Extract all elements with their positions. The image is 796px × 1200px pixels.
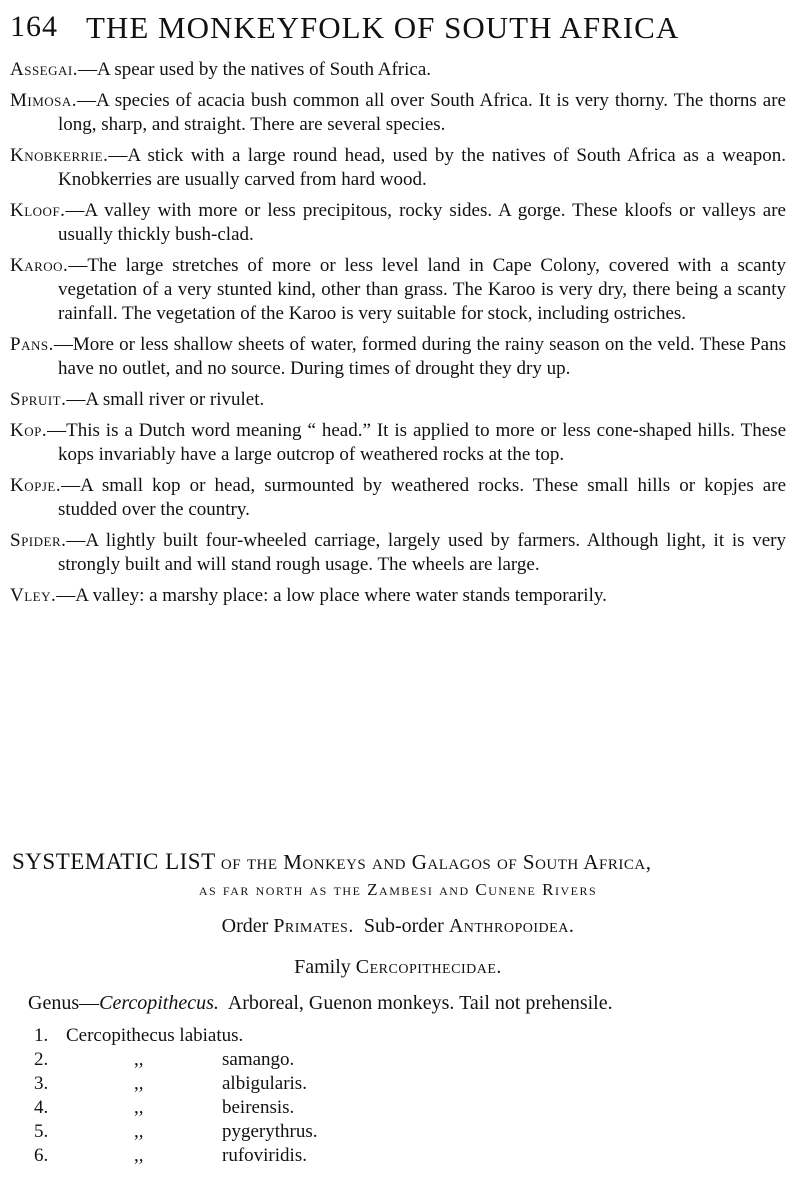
running-title: THE MONKEYFOLK OF SOUTH AFRICA [86,10,680,45]
family-label: Family [294,956,351,978]
list-item [34,1025,634,1049]
species-number: 1. [34,1025,49,1046]
species-name: pygerythrus. [222,1121,318,1142]
genus-line [28,992,788,1015]
glossary-definition: —A spear used by the natives of South Africa. [77,59,431,80]
suborder-name: Anthropoidea. [448,915,575,937]
species-name: Cercopithecus labiatus. [66,1025,244,1046]
species-name: albigularis. [222,1073,307,1094]
glossary-term: Kop. [10,420,48,441]
list-item [34,1121,634,1145]
glossary-term: Kloof. [10,200,66,221]
order-label: Order [221,915,269,937]
glossary-entry-kopje [10,474,786,522]
glossary-definition: —A small river or rivulet. [66,389,265,410]
glossary-entry-knobkerrie [10,144,786,192]
family-line [0,956,796,979]
glossary [10,58,786,615]
list-item [34,1073,634,1097]
glossary-entry-kop [10,419,786,467]
genus-description: Arboreal, Guenon monkeys. Tail not prehensile. [227,992,613,1014]
species-name: samango. [222,1049,295,1070]
glossary-definition: —A stick with a large round head, used by the natives of South Africa as a weapon. Knobkerries are usually carved from hard wood. [58,145,786,190]
ditto-mark: ,, [134,1073,144,1094]
glossary-definition: —This is a Dutch word meaning “ head.” It is applied to more or less cone-shaped hills. These kops invariably have a large outcrop of weathered rocks at the top. [47,420,786,465]
glossary-entry-vley [10,584,786,608]
order-name: Primates. [273,915,354,937]
glossary-entry-karoo [10,254,786,326]
glossary-definition: —A small kop or head, surmounted by weathered rocks. These small hills or kopjes are studded over the country. [58,475,786,520]
genus-label: Genus— [28,992,100,1014]
glossary-definition: —More or less shallow sheets of water, formed during the rainy season on the veld. These Pans have no outlet, and no source. During times of drought they dry up. [53,334,786,379]
species-name: rufoviridis. [222,1145,307,1166]
page-header [10,4,790,48]
glossary-entry-spider [10,529,786,577]
glossary-entry-spruit [10,388,786,412]
ditto-mark: ,, [134,1049,144,1070]
page-number: 164 [10,10,58,43]
genus-name: Cercopithecus. [99,992,219,1014]
glossary-definition: —A lightly built four-wheeled carriage, largely used by farmers. Although light, it is very strongly built and will stand rough usage. The wheels are large. [58,530,786,575]
systematic-heading-main: SYSTEMATIC LIST [12,849,216,874]
glossary-term: Pans. [10,334,54,355]
glossary-definition: —A species of acacia bush common all over South Africa. It is very thorny. The thorns are long, sharp, and straight. There are several species. [58,90,786,135]
species-number: 4. [34,1097,49,1118]
systematic-list-heading [10,848,786,902]
glossary-term: Karoo. [10,255,69,276]
glossary-definition: —A valley with more or less precipitous, rocky sides. A gorge. These kloofs or valleys are usually thickly bush-clad. [58,200,786,245]
glossary-entry-kloof [10,199,786,247]
glossary-term: Knobkerrie. [10,145,109,166]
glossary-definition: —A valley: a marshy place: a low place where water stands temporarily. [56,585,607,606]
species-name: beirensis. [222,1097,295,1118]
glossary-term: Assegai. [10,59,78,80]
list-item [34,1097,634,1121]
family-name: Cercopithecidae. [355,956,502,978]
glossary-entry-assegai [10,58,786,82]
glossary-term: Vley. [10,585,57,606]
ditto-mark: ,, [134,1097,144,1118]
suborder-label: Sub-order [363,915,444,937]
glossary-term: Spider. [10,530,67,551]
glossary-term: Kopje. [10,475,62,496]
systematic-heading-line2: as far north as the Zambesi and Cunene Rivers [198,880,598,899]
species-number: 5. [34,1121,49,1142]
systematic-heading-rest: of the Monkeys and Galagos of South Africa, [220,850,652,874]
order-line [0,915,796,938]
systematic-heading-line1 [10,848,786,876]
list-item [34,1049,634,1073]
glossary-definition: —The large stretches of more or less level land in Cape Colony, covered with a scanty vegetation of a very stunted kind, other than grass. The Karoo is very dry, there being a scanty rainfall. The vegetation of the Karoo is very suitable for stock, including ostriches. [58,255,786,324]
glossary-entry-mimosa [10,89,786,137]
glossary-term: Mimosa. [10,90,78,111]
ditto-mark: ,, [134,1145,144,1166]
list-item [34,1145,634,1169]
species-number: 3. [34,1073,49,1094]
species-list [34,1025,634,1169]
ditto-mark: ,, [134,1121,144,1142]
species-number: 2. [34,1049,49,1070]
species-number: 6. [34,1145,49,1166]
glossary-term: Spruit. [10,389,67,410]
glossary-entry-pans [10,333,786,381]
